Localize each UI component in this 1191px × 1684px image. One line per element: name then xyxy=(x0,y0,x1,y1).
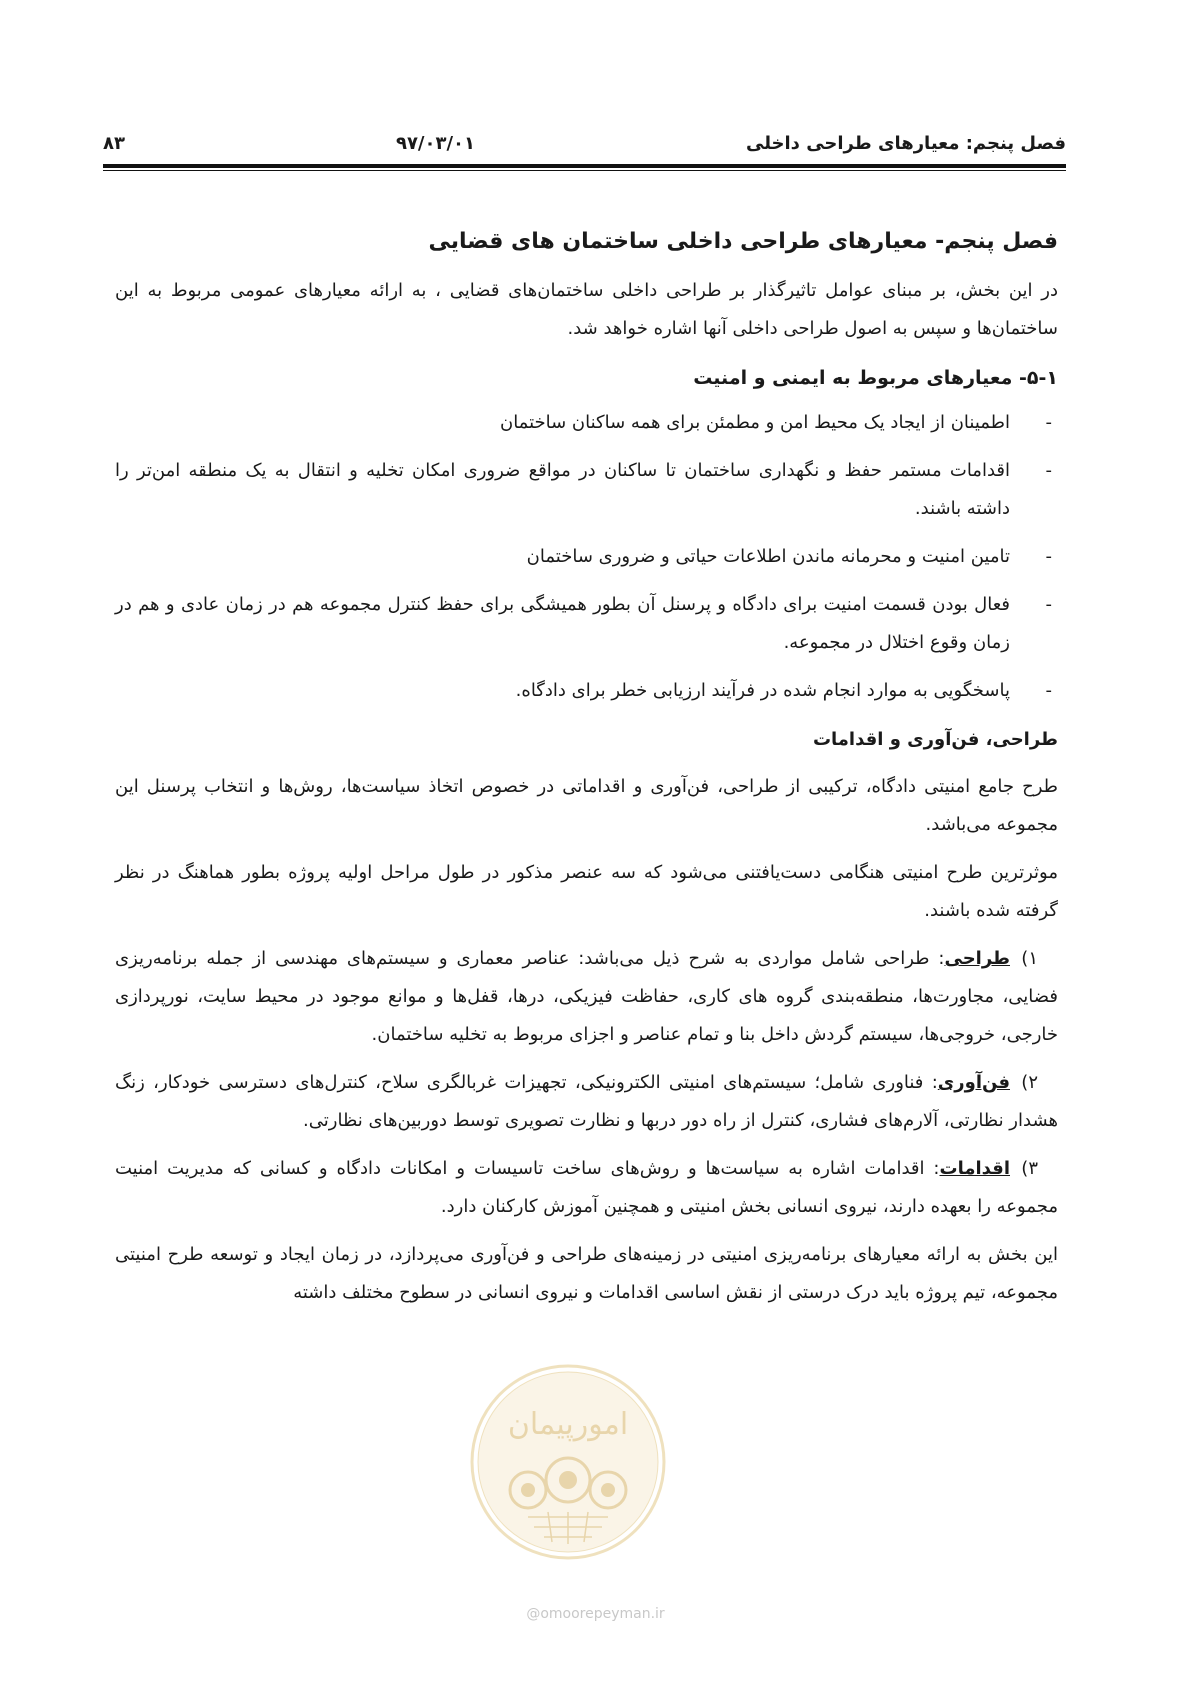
header-rule-thick xyxy=(103,164,1066,168)
bullet-text: اطمینان از ایجاد یک محیط امن و مطمئن برای همه ساکنان ساختمان xyxy=(499,412,1010,433)
watermark-logo-text: امورپیمان xyxy=(507,1407,629,1442)
dash-bullet-icon: - xyxy=(1045,680,1052,701)
numbered-list xyxy=(115,940,1058,1226)
bullet-item xyxy=(115,672,1058,710)
header-rule-thin xyxy=(103,170,1066,171)
section-title-5-1: ۵-۱- معیارهای مربوط به ایمنی و امنیت xyxy=(693,367,1058,389)
subsection-paragraph-1: طرح جامع امنیتی دادگاه، ترکیبی از طراحی، فن‌آوری و اقداماتی در خصوص اتخاذ سیاست‌ها، روش‌ها و انتخاب پرسنل این مجموعه می‌باشد. xyxy=(115,776,1058,835)
intro-paragraph: در این بخش، بر مبنای عوامل تاثیرگذار بر طراحی داخلی ساختمان‌های قضایی ، به ارائه معیارهای عمومی مربوط به این ساختمان‌ها و سپس به اصول طراحی داخلی آنها اشاره خواهد شد. xyxy=(115,280,1058,339)
bullet-item xyxy=(115,538,1058,576)
dash-bullet-icon: - xyxy=(1045,460,1052,481)
watermark-site-url: @omoorepeyman.ir xyxy=(526,1606,665,1622)
item-number: ۳) xyxy=(1021,1158,1038,1179)
header-page-number: ۸۳ xyxy=(103,132,125,154)
item-text: : طراحی شامل مواردی به شرح ذیل می‌باشد: عناصر معماری و سیستم‌های مهندسی از جمله برنامه‌ریزی فضایی، مجاورت‌ها، منطقه‌بندی گروه های کاری، حفاظت فیزیکی، درها، قفل‌ها و موانع موجود در محیط سایت، نورپردازی خارجی، خروجی‌ها، سیستم گردش داخل بنا و تمام عناصر و اجزای مربوط به تخلیه ساختمان. xyxy=(115,948,1058,1045)
item-text: : اقدامات اشاره به سیاست‌ها و روش‌های ساخت تاسیسات و امکانات دادگاه و کسانی که مدیریت امنیت مجموعه را بعهده دارند، نیروی انسانی بخش امنیتی و همچنین آموزش کارکنان دارد. xyxy=(115,1158,1058,1217)
bullet-text: پاسخگویی به موارد انجام شده در فرآیند ارزیابی خطر برای دادگاه. xyxy=(515,680,1010,701)
numbered-item xyxy=(115,1064,1058,1140)
subsection-title: طراحی، فن‌آوری و اقدامات xyxy=(812,729,1058,750)
bullet-item xyxy=(115,452,1058,528)
dash-bullet-icon: - xyxy=(1045,546,1052,567)
dash-bullet-icon: - xyxy=(1045,412,1052,433)
subsection-paragraph-2: موثرترین طرح امنیتی هنگامی دست‌یافتنی می‌شود که سه عنصر مذکور در طول مراحل اولیه پروژه بطور هماهنگ در نظر گرفته شده باشند. xyxy=(115,862,1058,921)
item-heading: طراحی xyxy=(944,948,1010,969)
numbered-item xyxy=(115,940,1058,1054)
header-date: ۹۷/۰۳/۰۱ xyxy=(395,132,476,154)
item-heading: فن‌آوری xyxy=(937,1072,1010,1093)
header-chapter-label: فصل پنجم: معیارهای طراحی داخلی xyxy=(745,132,1066,154)
bullet-text: فعال بودن قسمت امنیت برای دادگاه و پرسنل آن بطور همیشگی برای حفظ کنترل مجموعه هم در زمان عادی و هم در زمان وقوع اختلال در مجموعه. xyxy=(115,594,1010,653)
item-number: ۲) xyxy=(1021,1072,1038,1093)
page-body xyxy=(115,220,1058,1322)
item-number: ۱) xyxy=(1021,948,1038,969)
numbered-item xyxy=(115,1150,1058,1226)
closing-paragraph: این بخش به ارائه معیارهای برنامه‌ریزی امنیتی در زمینه‌های طراحی و فن‌آوری می‌پردازد، در زمان ایجاد و توسعه طرح امنیتی مجموعه، تیم پروژه باید درک درستی از نقش اساسی اقدامات و نیروی انسانی در سطوح مختلف داشته xyxy=(115,1244,1058,1303)
dash-bullet-icon: - xyxy=(1045,594,1052,615)
bullet-text: اقدامات مستمر حفظ و نگهداری ساختمان تا ساکنان در مواقع ضروری امکان تخلیه و انتقال به یک منطقه امن‌تر را داشته باشند. xyxy=(115,460,1010,519)
bullet-item xyxy=(115,586,1058,662)
running-header xyxy=(103,128,1066,158)
bullet-text: تامین امنیت و محرمانه ماندن اطلاعات حیاتی و ضروری ساختمان xyxy=(526,546,1010,567)
item-heading: اقدامات xyxy=(939,1158,1010,1179)
watermark-logo xyxy=(468,1362,668,1562)
chapter-title: فصل پنجم- معیارهای طراحی داخلی ساختمان های قضایی xyxy=(428,229,1058,254)
security-bullet-list xyxy=(115,404,1058,710)
bullet-item xyxy=(115,404,1058,442)
item-text: : فناوری شامل؛ سیستم‌های امنیتی الکترونیکی، تجهیزات غربالگری سلاح، کنترل‌های دسترسی خودکار، زنگ هشدار نظارتی، آلارم‌های فشاری، کنترل از راه دور دربها و نظارت تصویری توسط دوربین‌های نظارتی. xyxy=(115,1072,1058,1131)
